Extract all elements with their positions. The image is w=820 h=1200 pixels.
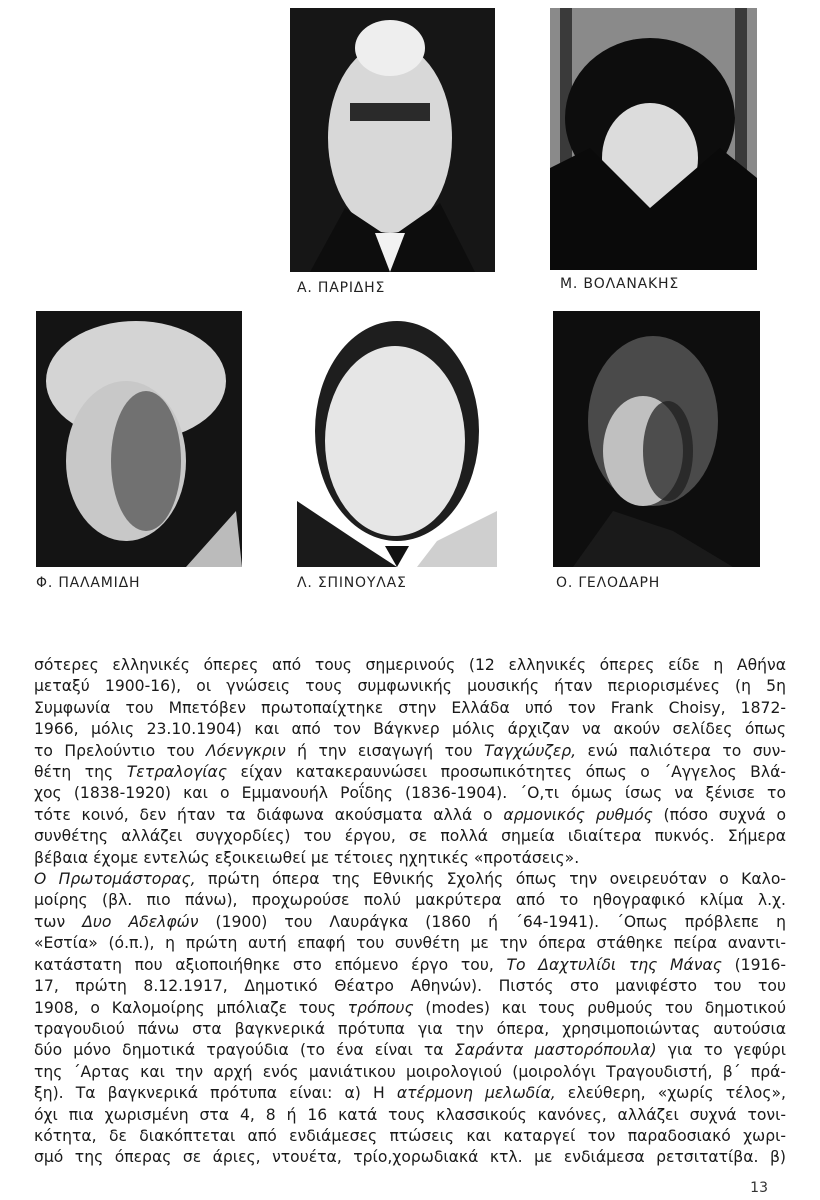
text-line bbox=[34, 1040, 786, 1061]
text-run: θέτη της bbox=[34, 763, 127, 782]
portrait-photo-paridis bbox=[290, 8, 495, 272]
italic-text: Σαράντα μαστορόπουλα) bbox=[454, 1041, 657, 1060]
text-run: ελεύθερη, «χωρίς τέλος», bbox=[555, 1084, 786, 1103]
text-run: βέβαια έχομε εντελώς εξοικειωθεί με τέτοιες ηχητικές «προτάσεις». bbox=[34, 848, 580, 867]
text-line bbox=[34, 1062, 786, 1083]
text-run: (1900) του Λαυράγκα (1860 ή ΄64-1941). ΄Οπως πρόβλεπε η bbox=[198, 912, 787, 931]
photo-caption: Ο. ΓΕΛΟΔΑΡΗ bbox=[556, 575, 661, 591]
text-line bbox=[34, 719, 786, 740]
italic-text: αρμονικός ρυθμός bbox=[503, 805, 653, 824]
text-line bbox=[34, 826, 786, 847]
text-run: για το γεφύρι bbox=[656, 1041, 787, 1060]
text-line bbox=[34, 783, 786, 804]
text-run: τότε κοινό, δεν ήταν τα διάφωνα ακούσματα αλλά ο bbox=[34, 805, 504, 824]
portrait-photo-spinoulas bbox=[297, 311, 497, 567]
text-run: κότητα, δε διακόπτεται από ενδιάμεσες πτώσεις και καταργεί τον παραδοσιακό χωρι- bbox=[34, 1126, 786, 1145]
text-run: σμό της όπερας σε άριες, ντουέτα, τρίο,χορωδιακά κτλ. με ενδιάμεσα ρετσιτατίβα. β) bbox=[34, 1148, 786, 1167]
text-run: μεταξύ 1900-16), οι γνώσεις τους συμφωνικής μουσικής ήταν περιορισμένες (η 5η bbox=[34, 677, 786, 696]
photo-caption: Φ. ΠΑΛΑΜΙΔΗ bbox=[36, 575, 141, 591]
text-line bbox=[34, 1105, 786, 1126]
text-line bbox=[34, 869, 786, 890]
text-run: 1966, μόλις 23.10.1904) και από τον Βάγκνερ μόλις άρχιζαν να ακούν σελίδες όπως bbox=[34, 720, 786, 739]
text-line bbox=[34, 805, 786, 826]
text-run: συνθέτης αλλάζει συγχορδίες) του έργου, σε πολλά σημεία ιδιαίτερα πυκνός. Σήμερα bbox=[34, 827, 786, 846]
text-line bbox=[34, 848, 786, 869]
italic-text: Τετραλογίας bbox=[126, 763, 227, 782]
article-body-text bbox=[34, 655, 786, 1169]
portrait-photo-palamidi bbox=[36, 311, 242, 567]
text-line bbox=[34, 933, 786, 954]
text-run: σότερες ελληνικές όπερες από τους σημερινούς (12 ελληνικές όπερες είδε η Αθήνα bbox=[34, 656, 786, 674]
text-run: της ΄Αρτας και την αρχή ενός μανιάτικου μοιρολογιού (μοιρολόγι Τραγουδιστή, β΄ πρά- bbox=[34, 1062, 786, 1081]
text-line bbox=[34, 1147, 786, 1168]
text-run: όχι πια χωρισμένη στα 4, 8 ή 16 κατά τους κλασσικούς κανόνες, αλλάζει συχνά τονι- bbox=[34, 1105, 786, 1124]
portrait-photo-gelodari bbox=[553, 311, 760, 567]
page-number: 13 bbox=[750, 1180, 768, 1196]
text-line bbox=[34, 1019, 786, 1040]
text-run: (modes) και τους ρυθμούς του δημοτικού bbox=[413, 998, 786, 1017]
text-line bbox=[34, 1126, 786, 1147]
italic-text: Δυο Αδελφών bbox=[82, 912, 199, 931]
text-run: 17, πρώτη 8.12.1917, Δημοτικό Θέατρο Αθηνών). Πιστός στο μανιφέστο του του bbox=[34, 977, 786, 996]
text-run: «Εστία» (ό.π.), η πρώτη αυτή επαφή του συνθέτη με την όπερα στάθηκε πείρα αναντι- bbox=[34, 934, 786, 953]
text-run: τραγουδιού πάνω στα βαγκνερικά πρότυπα για την όπερα, χρησιμοποιώντας αυτούσια bbox=[34, 1019, 786, 1038]
text-run: Συμφωνία του Μπετόβεν πρωτοπαίχτηκε στην Ελλάδα υπό τον Frank Choisy, 1872- bbox=[34, 698, 786, 717]
text-line bbox=[34, 976, 786, 997]
italic-text: ατέρμονη μελωδία, bbox=[396, 1084, 556, 1103]
text-run: μοίρης (βλ. πιο πάνω), προχωρούσε πολύ μακρύτερα από το ηθογραφικό κλίμα λ.χ. bbox=[34, 891, 786, 910]
italic-text: Το Δαχτυλίδι της Μάνας bbox=[506, 955, 722, 974]
text-run: 1908, ο Καλομοίρης μπόλιαζε τους bbox=[34, 998, 348, 1017]
text-line bbox=[34, 912, 786, 933]
text-line bbox=[34, 890, 786, 911]
photo-caption: Λ. ΣΠΙΝΟΥΛΑΣ bbox=[297, 575, 407, 591]
text-line bbox=[34, 1083, 786, 1104]
text-run: ξη). Τα βαγκνερικά πρότυπα είναι: α) Η bbox=[34, 1084, 397, 1103]
text-run: ενώ παλιότερα το συν- bbox=[576, 741, 786, 760]
text-line bbox=[34, 741, 786, 762]
text-run: πρώτη όπερα της Εθνικής Σχολής όπως την ονειρευόταν ο Καλο- bbox=[195, 870, 787, 889]
italic-text: Λόενγκριν bbox=[206, 741, 286, 760]
text-line bbox=[34, 655, 786, 676]
text-run: ή την εισαγωγή του bbox=[285, 741, 484, 760]
text-run: χος (1838-1920) και ο Εμμανουήλ Ροΐδης (1836-1904). ΄Ο,τι όμως ίσως να ξένισε το bbox=[34, 784, 786, 803]
text-line bbox=[34, 762, 786, 783]
text-run: είχαν κατακεραυνώσει προσωπικότητες όπως ο ΄Αγγελος Βλά- bbox=[227, 763, 787, 782]
photo-caption: Μ. ΒΟΛΑΝΑΚΗΣ bbox=[560, 276, 679, 292]
photo-caption: Α. ΠΑΡΙΔΗΣ bbox=[297, 280, 386, 296]
italic-text: Ταγχώυζερ, bbox=[484, 741, 577, 760]
portrait-photo-volanakis bbox=[550, 8, 757, 270]
text-line bbox=[34, 998, 786, 1019]
text-line bbox=[34, 955, 786, 976]
text-line bbox=[34, 676, 786, 697]
text-run: των bbox=[34, 912, 83, 931]
text-run: (πόσο συχνά ο bbox=[652, 805, 786, 824]
italic-text: τρόπους bbox=[347, 998, 414, 1017]
text-run: (1916- bbox=[721, 955, 786, 974]
italic-text: Ο Πρωτομάστορας, bbox=[34, 870, 196, 889]
text-run: κατάστατη που αξιοποιήθηκε στο επόμενο έργο του, bbox=[34, 955, 507, 974]
text-line bbox=[34, 698, 786, 719]
text-run: δύο μόνο δημοτικά τραγούδια (το ένα είναι τα bbox=[34, 1041, 455, 1060]
text-run: το Πρελούντιο του bbox=[34, 741, 206, 760]
